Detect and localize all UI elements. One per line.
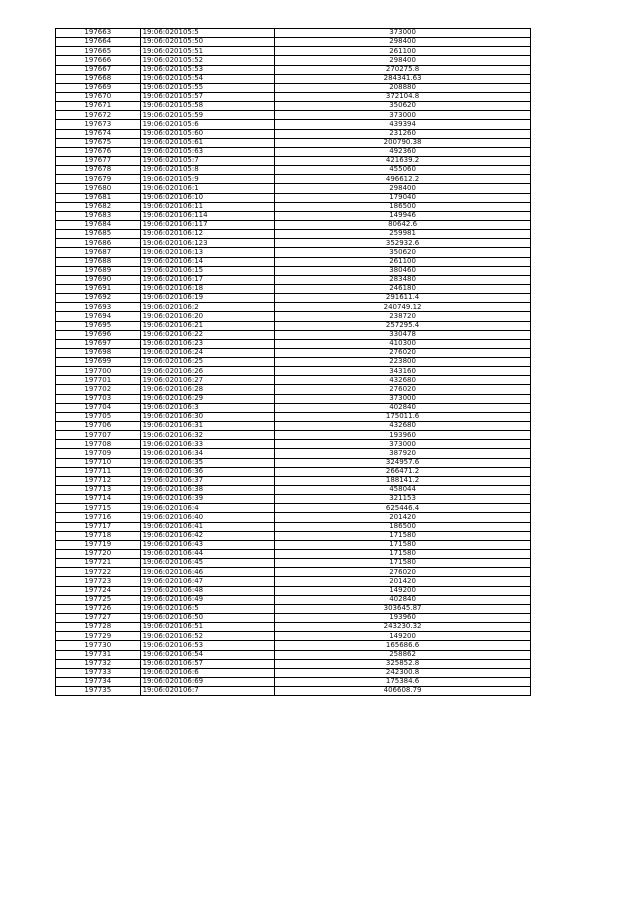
- value-cell: 186500: [275, 522, 531, 531]
- value-cell: 432680: [275, 422, 531, 431]
- value-cell: 284341.63: [275, 74, 531, 83]
- table-row: [56, 284, 531, 293]
- value-cell: 261100: [275, 257, 531, 266]
- value-cell: 343160: [275, 367, 531, 376]
- cadastral-number-cell: 19:06:020105:58: [140, 102, 275, 111]
- value-cell: 258862: [275, 650, 531, 659]
- table-row: [56, 339, 531, 348]
- cadastral-number-cell: 19:06:020106:47: [140, 577, 275, 586]
- table-row: [56, 56, 531, 65]
- row-number-cell: 197669: [56, 83, 141, 92]
- value-cell: 402840: [275, 595, 531, 604]
- cadastral-number-cell: 19:06:020106:14: [140, 257, 275, 266]
- table-row: [56, 248, 531, 257]
- cadastral-number-cell: 19:06:020106:30: [140, 412, 275, 421]
- row-number-cell: 197692: [56, 294, 141, 303]
- row-number-cell: 197704: [56, 403, 141, 412]
- cadastral-number-cell: 19:06:020106:41: [140, 522, 275, 531]
- row-number-cell: 197665: [56, 47, 141, 56]
- table-row: [56, 92, 531, 101]
- cadastral-number-cell: 19:06:020106:40: [140, 513, 275, 522]
- row-number-cell: 197690: [56, 275, 141, 284]
- cadastral-number-cell: 19:06:020106:26: [140, 367, 275, 376]
- value-cell: 171580: [275, 550, 531, 559]
- table-row: [56, 65, 531, 74]
- table-row: [56, 202, 531, 211]
- row-number-cell: 197700: [56, 367, 141, 376]
- table-row: [56, 211, 531, 220]
- cadastral-number-cell: 19:06:020105:57: [140, 92, 275, 101]
- value-cell: 171580: [275, 559, 531, 568]
- row-number-cell: 197721: [56, 559, 141, 568]
- row-number-cell: 197706: [56, 422, 141, 431]
- row-number-cell: 197695: [56, 321, 141, 330]
- row-number-cell: 197728: [56, 623, 141, 632]
- value-cell: 223800: [275, 358, 531, 367]
- cadastral-number-cell: 19:06:020106:3: [140, 403, 275, 412]
- value-cell: 439394: [275, 120, 531, 129]
- cadastral-number-cell: 19:06:020106:42: [140, 531, 275, 540]
- row-number-cell: 197678: [56, 166, 141, 175]
- table-row: [56, 230, 531, 239]
- value-cell: 80642.6: [275, 220, 531, 229]
- table-row: [56, 595, 531, 604]
- row-number-cell: 197693: [56, 303, 141, 312]
- row-number-cell: 197696: [56, 330, 141, 339]
- table-row: [56, 184, 531, 193]
- cadastral-number-cell: 19:06:020106:44: [140, 550, 275, 559]
- row-number-cell: 197729: [56, 632, 141, 641]
- cadastral-number-cell: 19:06:020105:59: [140, 111, 275, 120]
- table-row: [56, 449, 531, 458]
- value-cell: 373000: [275, 394, 531, 403]
- row-number-cell: 197694: [56, 312, 141, 321]
- table-row: [56, 156, 531, 165]
- cadastral-number-cell: 19:06:020105:8: [140, 166, 275, 175]
- row-number-cell: 197691: [56, 284, 141, 293]
- cadastral-number-cell: 19:06:020106:50: [140, 614, 275, 623]
- cadastral-number-cell: 19:06:020106:5: [140, 604, 275, 613]
- value-cell: 238720: [275, 312, 531, 321]
- cadastral-number-cell: 19:06:020105:61: [140, 138, 275, 147]
- table-row: [56, 348, 531, 357]
- value-cell: 402840: [275, 403, 531, 412]
- table-row: [56, 504, 531, 513]
- cadastral-number-cell: 19:06:020106:28: [140, 385, 275, 394]
- value-cell: 149200: [275, 632, 531, 641]
- cadastral-number-cell: 19:06:020106:36: [140, 467, 275, 476]
- value-cell: 492360: [275, 147, 531, 156]
- value-cell: 373000: [275, 440, 531, 449]
- cadastral-number-cell: 19:06:020106:11: [140, 202, 275, 211]
- row-number-cell: 197697: [56, 339, 141, 348]
- table-row: [56, 193, 531, 202]
- row-number-cell: 197716: [56, 513, 141, 522]
- value-cell: 496612.2: [275, 175, 531, 184]
- value-cell: 352932.6: [275, 239, 531, 248]
- table-row: [56, 394, 531, 403]
- table-row: [56, 330, 531, 339]
- table-row: [56, 687, 531, 696]
- value-cell: 350620: [275, 102, 531, 111]
- row-number-cell: 197702: [56, 385, 141, 394]
- value-cell: 208880: [275, 83, 531, 92]
- table-row: [56, 550, 531, 559]
- value-cell: 406608.79: [275, 687, 531, 696]
- row-number-cell: 197686: [56, 239, 141, 248]
- value-cell: 298400: [275, 56, 531, 65]
- value-cell: 432680: [275, 376, 531, 385]
- row-number-cell: 197682: [56, 202, 141, 211]
- row-number-cell: 197715: [56, 504, 141, 513]
- value-cell: 149946: [275, 211, 531, 220]
- value-cell: 240749.12: [275, 303, 531, 312]
- value-cell: 298400: [275, 184, 531, 193]
- row-number-cell: 197727: [56, 614, 141, 623]
- cadastral-number-cell: 19:06:020106:13: [140, 248, 275, 257]
- cadastral-number-cell: 19:06:020106:6: [140, 668, 275, 677]
- table-row: [56, 83, 531, 92]
- cadastral-number-cell: 19:06:020106:54: [140, 650, 275, 659]
- row-number-cell: 197698: [56, 348, 141, 357]
- value-cell: 243230.32: [275, 623, 531, 632]
- value-cell: 259981: [275, 230, 531, 239]
- table-row: [56, 559, 531, 568]
- value-cell: 175011.6: [275, 412, 531, 421]
- table-row: [56, 166, 531, 175]
- row-number-cell: 197709: [56, 449, 141, 458]
- table-row: [56, 522, 531, 531]
- row-number-cell: 197718: [56, 531, 141, 540]
- cadastral-number-cell: 19:06:020106:27: [140, 376, 275, 385]
- cadastral-number-cell: 19:06:020106:37: [140, 476, 275, 485]
- cadastral-number-cell: 19:06:020106:51: [140, 623, 275, 632]
- cadastral-number-cell: 19:06:020106:32: [140, 431, 275, 440]
- row-number-cell: 197688: [56, 257, 141, 266]
- table-row: [56, 440, 531, 449]
- row-number-cell: 197732: [56, 659, 141, 668]
- table-row: [56, 476, 531, 485]
- row-number-cell: 197717: [56, 522, 141, 531]
- table-row: [56, 257, 531, 266]
- row-number-cell: 197711: [56, 467, 141, 476]
- cadastral-number-cell: 19:06:020106:52: [140, 632, 275, 641]
- row-number-cell: 197673: [56, 120, 141, 129]
- cadastral-number-cell: 19:06:020105:7: [140, 156, 275, 165]
- value-cell: 303645.87: [275, 604, 531, 613]
- table-row: [56, 220, 531, 229]
- row-number-cell: 197703: [56, 394, 141, 403]
- cadastral-number-cell: 19:06:020106:35: [140, 458, 275, 467]
- cadastral-number-cell: 19:06:020106:21: [140, 321, 275, 330]
- value-cell: 455060: [275, 166, 531, 175]
- cadastral-number-cell: 19:06:020106:38: [140, 486, 275, 495]
- table-row: [56, 147, 531, 156]
- table-row: [56, 614, 531, 623]
- cadastral-number-cell: 19:06:020106:123: [140, 239, 275, 248]
- row-number-cell: 197714: [56, 495, 141, 504]
- cadastral-number-cell: 19:06:020106:53: [140, 641, 275, 650]
- value-cell: 324957.6: [275, 458, 531, 467]
- value-cell: 291611.4: [275, 294, 531, 303]
- table-row: [56, 467, 531, 476]
- cadastral-number-cell: 19:06:020106:46: [140, 568, 275, 577]
- table-row: [56, 303, 531, 312]
- row-number-cell: 197672: [56, 111, 141, 120]
- cadastral-number-cell: 19:06:020106:43: [140, 540, 275, 549]
- value-cell: 246180: [275, 284, 531, 293]
- value-cell: 200790.38: [275, 138, 531, 147]
- cadastral-number-cell: 19:06:020106:31: [140, 422, 275, 431]
- table-row: [56, 358, 531, 367]
- cadastral-number-cell: 19:06:020105:51: [140, 47, 275, 56]
- row-number-cell: 197676: [56, 147, 141, 156]
- cadastral-number-cell: 19:06:020105:5: [140, 29, 275, 38]
- cadastral-number-cell: 19:06:020105:53: [140, 65, 275, 74]
- row-number-cell: 197684: [56, 220, 141, 229]
- data-table: [55, 28, 531, 696]
- row-number-cell: 197710: [56, 458, 141, 467]
- table-row: [56, 138, 531, 147]
- table-row: [56, 604, 531, 613]
- table-row: [56, 275, 531, 284]
- cadastral-number-cell: 19:06:020106:18: [140, 284, 275, 293]
- row-number-cell: 197674: [56, 129, 141, 138]
- row-number-cell: 197701: [56, 376, 141, 385]
- row-number-cell: 197663: [56, 29, 141, 38]
- row-number-cell: 197681: [56, 193, 141, 202]
- cadastral-number-cell: 19:06:020106:4: [140, 504, 275, 513]
- row-number-cell: 197685: [56, 230, 141, 239]
- row-number-cell: 197726: [56, 604, 141, 613]
- table-row: [56, 120, 531, 129]
- table-row: [56, 668, 531, 677]
- row-number-cell: 197708: [56, 440, 141, 449]
- cadastral-number-cell: 19:06:020106:29: [140, 394, 275, 403]
- table-row: [56, 385, 531, 394]
- value-cell: 231260: [275, 129, 531, 138]
- table-row: [56, 623, 531, 632]
- value-cell: 171580: [275, 531, 531, 540]
- table-row: [56, 422, 531, 431]
- table-row: [56, 294, 531, 303]
- table-row: [56, 129, 531, 138]
- table-row: [56, 239, 531, 248]
- value-cell: 188141.2: [275, 476, 531, 485]
- cadastral-number-cell: 19:06:020106:114: [140, 211, 275, 220]
- cadastral-number-cell: 19:06:020106:1: [140, 184, 275, 193]
- value-cell: 625446.4: [275, 504, 531, 513]
- table-row: [56, 431, 531, 440]
- cadastral-number-cell: 19:06:020105:60: [140, 129, 275, 138]
- cadastral-number-cell: 19:06:020106:7: [140, 687, 275, 696]
- value-cell: 193960: [275, 431, 531, 440]
- row-number-cell: 197723: [56, 577, 141, 586]
- value-cell: 330478: [275, 330, 531, 339]
- cadastral-number-cell: 19:06:020106:33: [140, 440, 275, 449]
- table-row: [56, 513, 531, 522]
- table-row: [56, 458, 531, 467]
- value-cell: 165686.6: [275, 641, 531, 650]
- table-row: [56, 29, 531, 38]
- table-row: [56, 111, 531, 120]
- cadastral-number-cell: 19:06:020106:117: [140, 220, 275, 229]
- value-cell: 298400: [275, 38, 531, 47]
- cadastral-number-cell: 19:06:020105:55: [140, 83, 275, 92]
- value-cell: 283480: [275, 275, 531, 284]
- value-cell: 276020: [275, 348, 531, 357]
- cadastral-number-cell: 19:06:020106:69: [140, 677, 275, 686]
- cadastral-number-cell: 19:06:020106:45: [140, 559, 275, 568]
- cadastral-number-cell: 19:06:020106:23: [140, 339, 275, 348]
- cadastral-number-cell: 19:06:020106:19: [140, 294, 275, 303]
- table-row: [56, 376, 531, 385]
- table-row: [56, 367, 531, 376]
- row-number-cell: 197731: [56, 650, 141, 659]
- row-number-cell: 197670: [56, 92, 141, 101]
- row-number-cell: 197733: [56, 668, 141, 677]
- row-number-cell: 197719: [56, 540, 141, 549]
- cadastral-number-cell: 19:06:020106:10: [140, 193, 275, 202]
- row-number-cell: 197730: [56, 641, 141, 650]
- table-row: [56, 266, 531, 275]
- row-number-cell: 197680: [56, 184, 141, 193]
- table-row: [56, 312, 531, 321]
- value-cell: 321153: [275, 495, 531, 504]
- row-number-cell: 197683: [56, 211, 141, 220]
- table-body: [56, 29, 531, 696]
- value-cell: 458044: [275, 486, 531, 495]
- row-number-cell: 197725: [56, 595, 141, 604]
- table-row: [56, 495, 531, 504]
- value-cell: 261100: [275, 47, 531, 56]
- value-cell: 421639.2: [275, 156, 531, 165]
- value-cell: 266471.2: [275, 467, 531, 476]
- value-cell: 325852.8: [275, 659, 531, 668]
- cadastral-number-cell: 19:06:020106:34: [140, 449, 275, 458]
- value-cell: 380460: [275, 266, 531, 275]
- value-cell: 175384.6: [275, 677, 531, 686]
- row-number-cell: 197671: [56, 102, 141, 111]
- table-row: [56, 577, 531, 586]
- value-cell: 179040: [275, 193, 531, 202]
- row-number-cell: 197722: [56, 568, 141, 577]
- cadastral-number-cell: 19:06:020106:25: [140, 358, 275, 367]
- table-row: [56, 321, 531, 330]
- cadastral-number-cell: 19:06:020106:17: [140, 275, 275, 284]
- table-row: [56, 650, 531, 659]
- cadastral-number-cell: 19:06:020106:49: [140, 595, 275, 604]
- row-number-cell: 197705: [56, 412, 141, 421]
- cadastral-number-cell: 19:06:020106:20: [140, 312, 275, 321]
- row-number-cell: 197677: [56, 156, 141, 165]
- value-cell: 186500: [275, 202, 531, 211]
- row-number-cell: 197713: [56, 486, 141, 495]
- value-cell: 373000: [275, 111, 531, 120]
- value-cell: 373000: [275, 29, 531, 38]
- row-number-cell: 197699: [56, 358, 141, 367]
- cadastral-number-cell: 19:06:020105:50: [140, 38, 275, 47]
- value-cell: 350620: [275, 248, 531, 257]
- table-row: [56, 632, 531, 641]
- row-number-cell: 197664: [56, 38, 141, 47]
- cadastral-number-cell: 19:06:020106:22: [140, 330, 275, 339]
- cadastral-number-cell: 19:06:020106:39: [140, 495, 275, 504]
- table-row: [56, 175, 531, 184]
- row-number-cell: 197667: [56, 65, 141, 74]
- cadastral-number-cell: 19:06:020106:15: [140, 266, 275, 275]
- row-number-cell: 197687: [56, 248, 141, 257]
- table-row: [56, 47, 531, 56]
- table-row: [56, 102, 531, 111]
- cadastral-number-cell: 19:06:020105:63: [140, 147, 275, 156]
- value-cell: 276020: [275, 568, 531, 577]
- table-row: [56, 659, 531, 668]
- cadastral-number-cell: 19:06:020106:48: [140, 586, 275, 595]
- cadastral-number-cell: 19:06:020105:6: [140, 120, 275, 129]
- cadastral-number-cell: 19:06:020105:54: [140, 74, 275, 83]
- value-cell: 387920: [275, 449, 531, 458]
- value-cell: 201420: [275, 513, 531, 522]
- table-row: [56, 531, 531, 540]
- row-number-cell: 197707: [56, 431, 141, 440]
- cadastral-number-cell: 19:06:020106:24: [140, 348, 275, 357]
- row-number-cell: 197675: [56, 138, 141, 147]
- row-number-cell: 197724: [56, 586, 141, 595]
- value-cell: 372104.8: [275, 92, 531, 101]
- table-row: [56, 641, 531, 650]
- value-cell: 270275.8: [275, 65, 531, 74]
- cadastral-number-cell: 19:06:020106:12: [140, 230, 275, 239]
- table-row: [56, 586, 531, 595]
- table-row: [56, 38, 531, 47]
- table-row: [56, 486, 531, 495]
- cadastral-number-cell: 19:06:020106:2: [140, 303, 275, 312]
- row-number-cell: 197668: [56, 74, 141, 83]
- table-row: [56, 540, 531, 549]
- row-number-cell: 197712: [56, 476, 141, 485]
- value-cell: 257295.4: [275, 321, 531, 330]
- cadastral-number-cell: 19:06:020106:57: [140, 659, 275, 668]
- value-cell: 410300: [275, 339, 531, 348]
- row-number-cell: 197734: [56, 677, 141, 686]
- row-number-cell: 197735: [56, 687, 141, 696]
- table-row: [56, 677, 531, 686]
- row-number-cell: 197720: [56, 550, 141, 559]
- value-cell: 201420: [275, 577, 531, 586]
- table-row: [56, 412, 531, 421]
- table-row: [56, 74, 531, 83]
- value-cell: 171580: [275, 540, 531, 549]
- row-number-cell: 197666: [56, 56, 141, 65]
- row-number-cell: 197679: [56, 175, 141, 184]
- row-number-cell: 197689: [56, 266, 141, 275]
- table-row: [56, 568, 531, 577]
- cadastral-number-cell: 19:06:020105:52: [140, 56, 275, 65]
- value-cell: 242300.8: [275, 668, 531, 677]
- table-row: [56, 403, 531, 412]
- value-cell: 193960: [275, 614, 531, 623]
- value-cell: 149200: [275, 586, 531, 595]
- value-cell: 276020: [275, 385, 531, 394]
- cadastral-number-cell: 19:06:020105:9: [140, 175, 275, 184]
